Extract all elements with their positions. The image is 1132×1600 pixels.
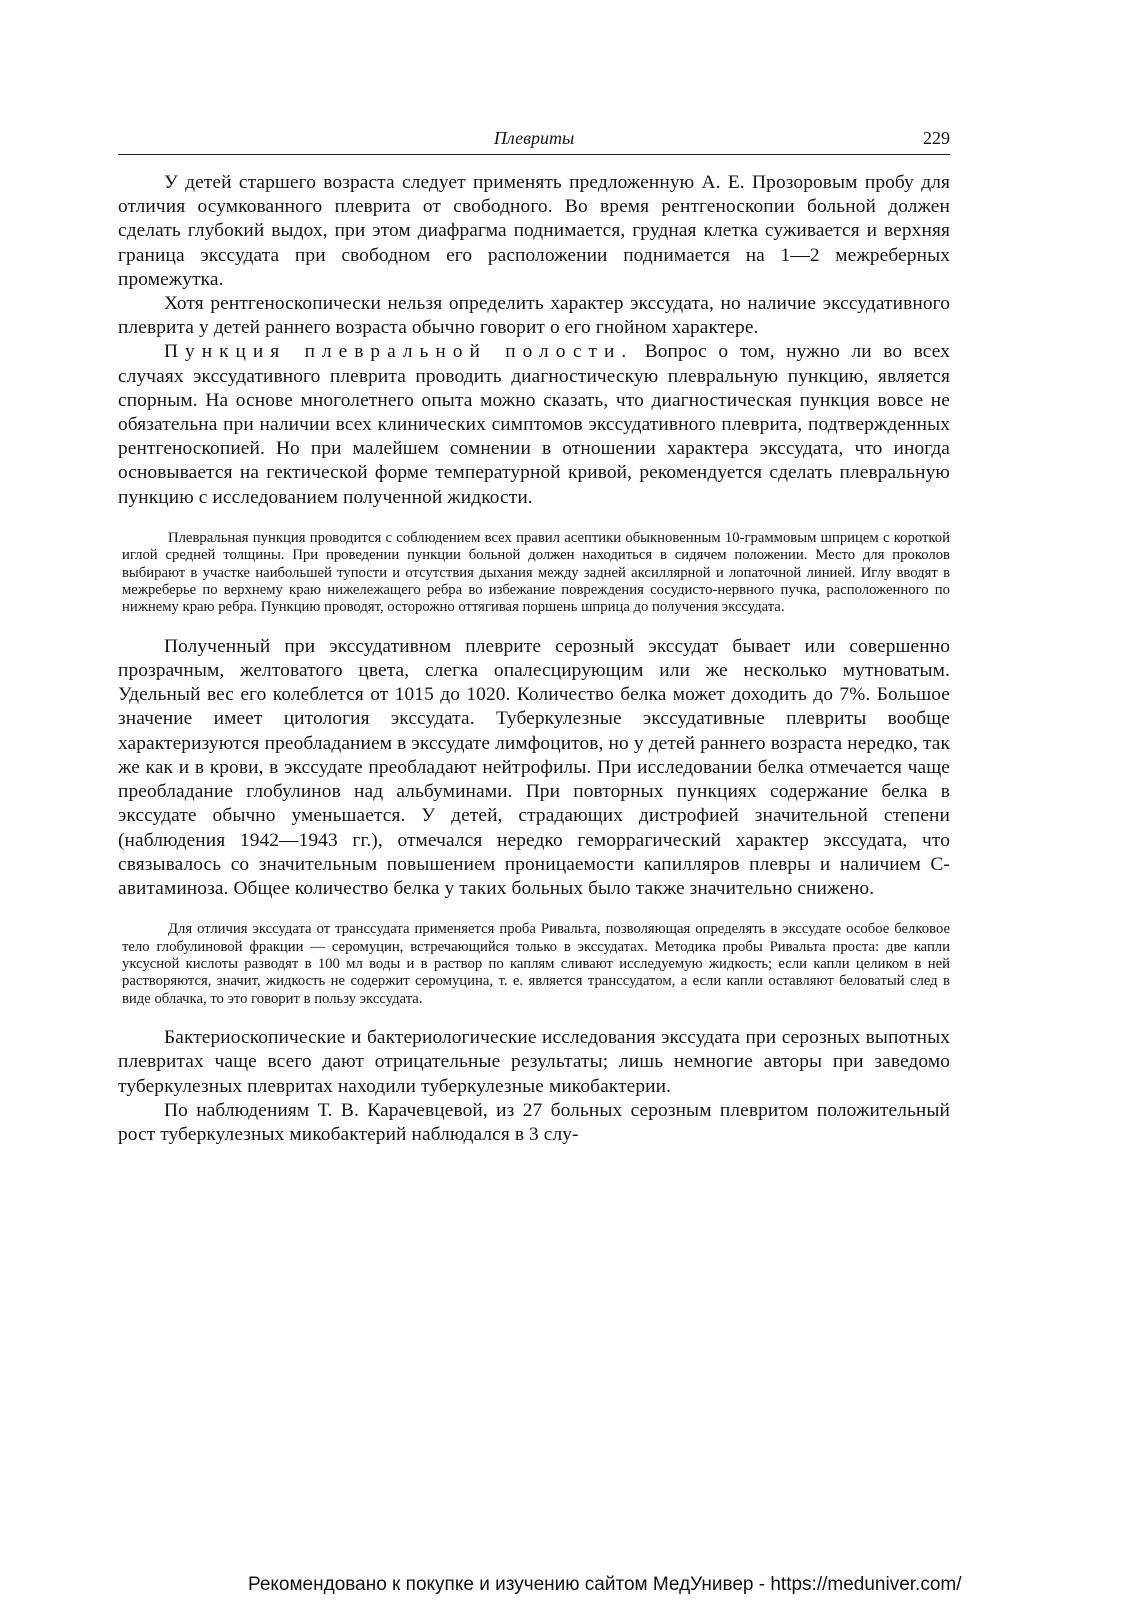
- running-header: [118, 128, 950, 155]
- paragraph-puncture-text: Вопрос о том, нужно ли во всех случаях экссудативного плеврита проводить диагностическую плевральную пункцию, является спорным. На основе многолетнего опыта можно сказать, что диагностическая пункция вовсе не обязательна при наличии всех клинических симптомов экссудативного плеврита, подтвержденных рентгеноскопией. Но при малейшем сомнении в отношении характера экссудата, что иногда основывается на гектической форме температурной кривой, рекомендуется сделать плевральную пункцию с исследованием полученной жидкости.: [118, 341, 950, 508]
- paragraph-bacteriology: Бактериоскопические и бактериологические исследования экссудата при серозных выпотных плевритах чаще всего дают отрицательные результаты; лишь немногие авторы при заведомо туберкулезных плевритах находили туберкулезные микобактерии.: [118, 1027, 950, 1097]
- paragraph-pleural-puncture: [118, 340, 950, 509]
- book-page: [118, 128, 950, 1147]
- paragraph-serous-exudate: Полученный при экссудативном плеврите серозный экссудат бывает или совершенно прозрачным, желтоватого цвета, слегка опалесцирующим или же несколько мутноватым. Удельный вес его колеблется от 1015 до 1020. Количество белка может доходить до 7%. Большое значение имеет цитология экссудата. Туберкулезные экссудативные плевриты вообще характеризуются преобладанием в экссудате лимфоцитов, но у детей раннего возраста нередко, так же как и в крови, в экссудате преобладают нейтрофилы. При исследовании белка отмечается чаще преобладание глобулинов над альбуминами. При повторных пункциях содержание белка в экссудате обычно уменьшается. У детей, страдающих дистрофией значительной степени (наблюдения 1942—1943 гг.), отмечался нередко геморрагический характер экссудата, что связывалось со значительным повышением проницаемости капилляров плевры и наличием С-авитаминоза. Общее количество белка у таких больных было также значительно снижено.: [118, 635, 950, 899]
- paragraph-prozorov-test: У детей старшего возраста следует применять предложенную А. Е. Прозоровым пробу для отличия осумкованного плеврита от свободного. Во время рентгеноскопии больной должен сделать глубокий выдох, при этом диафрагма поднимается, грудная клетка суживается и верхняя граница экссудата при свободном его расположении поднимается на 1—2 межреберных промежутка.: [118, 172, 950, 290]
- smallprint-rivalta-test: Для отличия экссудата от транссудата применяется проба Ривальта, позволяющая определять в экссудате особое белковое тело глобулиновой фракции — серомуцин, встречающийся только в экссудатах. Методика пробы Ривальта проста: две капли уксусной кислоты разводят в 100 мл воды и в раствор по каплям сливают исследуемую жидкость; если капли целиком в ней растворяются, значит, жидкость не содержит серомуцина, т. е. является транссудатом, а если капли оставляют беловатый след в виде облачка, то это говорит в пользу экссудата.: [122, 921, 950, 1007]
- paragraph-karachevtseva: По наблюдениям Т. В. Карачевцевой, из 27 больных серозным плевритом положительный рост туберкулезных микобактерий наблюдался в 3 слу-: [118, 1099, 950, 1145]
- paragraph-xray-character: Хотя рентгеноскопически нельзя определить характер экссудата, но наличие экссудативного плеврита у детей раннего возраста обычно говорит о его гнойном характере.: [118, 293, 950, 339]
- smallprint-puncture-technique: Плевральная пункция проводится с соблюдением всех правил асептики обыкновенным 10-граммовым шприцем с короткой иглой средней толщины. При проведении пункции больной должен находиться в сидячем положении. Место для проколов выбирают в участке наибольшей тупости и отсутствия дыхания между задней аксиллярной и лопаточной линией. Иглу вводят в межреберье по верхнему краю нижележащего ребра во избежание повреждения сосудисто-нервного пучка, расположенного по нижнему краю ребра. Пункцию проводят, осторожно оттягивая поршень шприца до получения экссудата.: [122, 529, 950, 616]
- page-number: 229: [923, 128, 950, 148]
- footer-recommendation: Рекомендовано к покупке и изучению сайтом МедУнивер - https://meduniver.com/: [248, 1574, 962, 1595]
- body-text: [118, 171, 950, 1147]
- section-heading-puncture: Пункция плевральной полости.: [164, 341, 634, 363]
- running-title: Плевриты: [493, 128, 575, 148]
